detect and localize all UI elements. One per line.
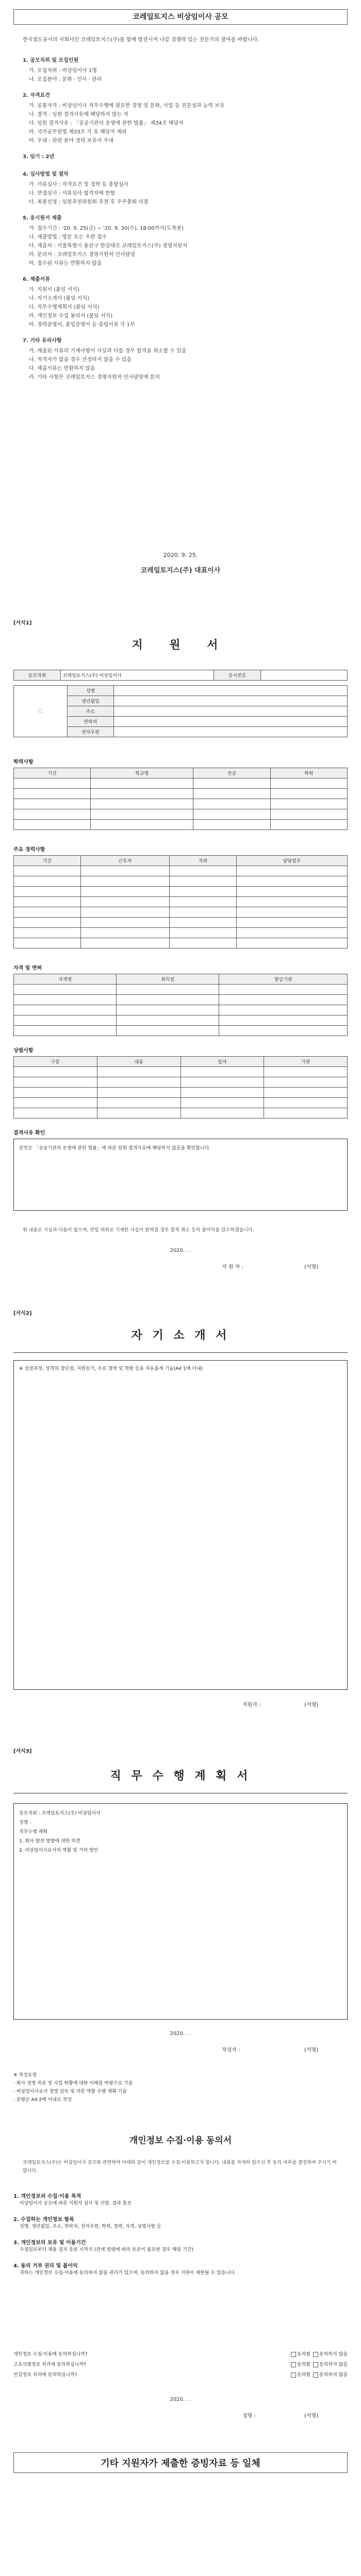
education-row [14,809,348,820]
consent-date: 2020. . . [170,2397,191,2402]
intro-text: 한국철도공사의 자회사인 코레일토지스(주)를 함께 발전시켜 나갈 경쟁력 있는 전문가의 참여를 바랍니다. [23,37,259,43]
license-cell[interactable] [219,1015,348,1026]
award-cell[interactable] [180,1108,264,1118]
education-cell[interactable] [14,820,91,830]
award-header-row [14,1057,348,1067]
license-cell[interactable] [117,1015,219,1026]
consent-item-text: 수집일로부터 채용 절차 종료 시까지 (관계 법령에 따라 보존이 필요한 경우 해당 기간) [20,2247,193,2252]
plan-guide [14,1804,347,1860]
section-item: 나. 자기소개서 (붙임 서식) [29,296,90,301]
section-item: 라. 기타 사항은 코레일토지스 경영지원처 인사담당에 문의 [29,375,160,380]
consent-no-checkbox-2[interactable] [313,2362,318,2367]
plan-note-line: · 분량은 A4 2매 이내로 작성 [13,2097,72,2103]
license-header-row [14,974,348,985]
section-item: 나. 결격 : 임원 결격사유에 해당하지 않는 자 [29,112,129,117]
career-cell[interactable] [14,918,81,928]
award-cell[interactable] [97,1108,180,1118]
education-cell[interactable] [193,778,270,789]
license-cell[interactable] [14,1015,117,1026]
career-cell[interactable] [14,928,81,938]
personal-label-email: 전자우편 [67,727,114,737]
applied-position-value: 코레일토지스(주) 비상임이사 [60,670,214,681]
consent-question-row [13,2360,348,2370]
section-heading: 7. 기타 유의사항 [23,338,62,344]
education-row [14,778,348,789]
self-intro-guide: ※ 성장과정, 성격의 장단점, 지원동기, 주요 경력 및 역량 등을 자유롭게 기술(A4 1매 이내) [19,1366,203,1371]
consent-yes-label-2: 동의함 [297,2362,311,2367]
award-cell[interactable] [97,1088,180,1098]
consent-applicant-label: 성명 : [242,2413,256,2419]
personal-label-name: 성명 [67,686,114,696]
consent-no-checkbox-1[interactable] [313,2352,318,2357]
education-cell[interactable] [193,789,270,799]
career-cell[interactable] [236,928,347,938]
section-item: 가. 지원서 (붙임 서식) [29,287,79,293]
form-label-3: [서식3] [13,1749,32,1754]
check-text: 본인은 「공공기관의 운영에 관한 법률」에 따른 임원 결격사유에 해당하지 않음을 확인합니다. [19,1146,211,1151]
personal-value-birth[interactable] [114,696,348,706]
application-seal-label: (서명) [304,1264,319,1270]
career-cell[interactable] [80,918,169,928]
license-row [14,1026,348,1036]
career-cell[interactable] [236,938,347,948]
career-cell[interactable] [236,887,347,897]
consent-title: 개인정보 수집·이용 동의서 [129,2136,232,2146]
award-table [13,1056,348,1118]
self-intro-applicant-label: 지원자 : [242,1702,261,1708]
license-cell[interactable] [14,985,117,995]
license-cell[interactable] [117,1005,219,1015]
award-cell[interactable] [264,1077,348,1088]
career-cell[interactable] [80,887,169,897]
education-title: 학력사항 [13,759,34,765]
education-header-cell: 학위 [270,768,347,778]
plan-guide-line: 2. 비상임이사로서의 역할 및 기여 방안 [19,1848,99,1853]
education-cell[interactable] [14,799,91,809]
award-title: 상벌사항 [13,1048,34,1054]
award-cell[interactable] [97,1067,180,1077]
check-title: 결격사유 확인 [13,1130,45,1136]
consent-no-label-3: 동의하지 않음 [319,2372,348,2378]
career-cell[interactable] [14,866,81,876]
career-row [14,897,348,907]
self-intro-seal-label: (서명) [304,1702,319,1708]
award-cell[interactable] [14,1077,97,1088]
headline-banner [13,9,348,25]
license-cell[interactable] [14,1026,117,1036]
education-cell[interactable] [14,778,91,789]
career-cell[interactable] [14,876,81,887]
notice-date: 2020. 9. 25. [163,552,198,558]
personal-label-address: 주소 [67,706,114,717]
career-cell[interactable] [14,938,81,948]
section-item: 나. 모집분야 : 문화 · 인사 · 관리 [29,77,102,82]
award-row [14,1098,348,1108]
career-cell[interactable] [170,866,237,876]
award-row [14,1067,348,1077]
education-row [14,789,348,799]
consent-yes-label-3: 동의함 [297,2372,311,2378]
education-cell[interactable] [270,789,347,799]
career-header-cell: 기간 [14,856,81,866]
career-cell[interactable] [170,938,237,948]
license-cell[interactable] [117,985,219,995]
personal-value-address[interactable] [114,706,348,717]
license-row [14,1015,348,1026]
section-item: 다. 임원 결격사유 : 「공공기관의 운영에 관한 법률」 제34조 해당자 [29,121,184,126]
career-cell[interactable] [170,907,237,918]
section-item: 마. 우대 : 관련 분야 경력 보유자 우대 [29,138,114,144]
education-header-cell: 기간 [14,768,91,778]
personal-value-email[interactable] [114,727,348,737]
plan-note-line: · 비상임이사로서 경영 감독 및 자문 역할 수행 계획 기술 [13,2089,127,2094]
career-cell[interactable] [14,887,81,897]
consent-no-checkbox-3[interactable] [313,2372,318,2378]
award-cell[interactable] [97,1077,180,1088]
education-cell[interactable] [270,799,347,809]
plan-guide-line: 1. 회사 발전 방향에 대한 의견 [19,1839,80,1844]
plan-guide-line: 직무수행 계획 [19,1829,48,1835]
license-header-cell: 취득일 [117,974,219,985]
personal-info-table [13,685,348,737]
personal-value-phone[interactable] [114,717,348,727]
education-cell[interactable] [270,809,347,820]
award-header-cell: 기관 [264,1057,348,1067]
application-pledge: 위 내용은 사실과 다름이 없으며, 만일 허위로 기재한 사실이 밝혀질 경우 합격 취소 등의 불이익을 감수하겠습니다. [23,1228,254,1233]
consent-no-label-1: 동의하지 않음 [319,2352,348,2357]
education-body [14,778,348,830]
award-cell[interactable] [14,1067,97,1077]
section-item: 마. 접수된 서류는 반환하지 않음 [29,261,102,266]
career-row [14,887,348,897]
consent-question-1: 개인정보 수집·이용에 동의하십니까? [13,2352,88,2357]
career-header-cell: 담당업무 [236,856,347,866]
section-item: 다. 직무수행계획서 (붙임 서식) [29,304,100,310]
consent-no-label-2: 동의하지 않음 [319,2362,348,2367]
license-cell[interactable] [14,1005,117,1015]
section-heading: 5. 응시원서 제출 [23,215,62,221]
consent-question-3: 민감정보 처리에 동의하십니까? [13,2372,77,2378]
consent-item-text: 귀하는 개인정보 수집·이용에 동의하지 않을 권리가 있으며, 동의하지 않을 경우 지원이 제한될 수 있습니다. [20,2270,236,2276]
education-cell[interactable] [270,778,347,789]
section-item: 가. 제출된 서류의 기재사항이 사실과 다를 경우 합격을 취소할 수 있음 [29,348,187,354]
application-sign-date: 2020. . . [170,1248,191,1253]
consent-question-2: 고유식별정보 처리에 동의하십니까? [13,2362,86,2367]
education-cell[interactable] [91,799,193,809]
career-row [14,928,348,938]
section-item: 가. 모집직위 : 비상임이사 1명 [29,68,97,74]
career-body [14,866,348,948]
award-cell[interactable] [14,1088,97,1098]
award-row [14,1108,348,1118]
photo-box [14,686,68,737]
career-cell[interactable] [236,897,347,907]
consent-questions [13,2349,348,2380]
career-cell[interactable] [236,918,347,928]
section-item: 다. 제출처 : 서울특별시 용산구 한강대로 코레일토지스(주) 경영지원처 [29,243,188,249]
consent-yes-checkbox-2[interactable] [291,2362,296,2367]
license-row [14,985,348,995]
career-cell[interactable] [80,938,169,948]
plan-date: 2020. . . [170,2031,191,2037]
career-cell[interactable] [14,907,81,918]
license-cell[interactable] [219,985,348,995]
plan-applicant-label: 작성자 : [222,2047,240,2053]
consent-item-text: 성명, 생년월일, 주소, 연락처, 전자우편, 학력, 경력, 자격, 상벌사항 등 [20,2224,161,2229]
consent-item-heading: 3. 개인정보의 보유 및 이용기간 [13,2240,86,2246]
consent-item-heading: 1. 개인정보의 수집·이용 목적 [13,2194,81,2199]
section-item: 다. 최종선정 : 임원추천위원회 추천 후 주주총회 의결 [29,199,149,205]
section-item: 가. 서류심사 : 자격요건 및 경력 등 종합심사 [29,182,129,188]
career-cell[interactable] [170,887,237,897]
notice-issuer: 코레일토지스(주) 대표이사 [140,567,221,574]
self-intro-title: 자 기 소 개 서 [131,1329,230,1342]
application-number-label: 응시번호 [214,670,261,681]
headline: 코레일토지스 비상임이사 공모 [133,13,228,21]
license-cell[interactable] [219,995,348,1005]
plan-note-line: ※ 작성요령 [13,2073,37,2078]
career-cell[interactable] [170,928,237,938]
career-row [14,866,348,876]
section-item: 가. 접수기간 : '20. 9. 25(금) ~ '20. 9. 30(수), 18:00까지(도착분) [29,226,184,231]
consent-yes-checkbox-3[interactable] [291,2372,296,2378]
award-cell[interactable] [180,1098,264,1108]
license-cell[interactable] [219,1005,348,1015]
career-cell[interactable] [80,866,169,876]
plan-seal-label: (서명) [304,2047,319,2053]
education-cell[interactable] [14,789,91,799]
photo-icon: ☐ [38,708,43,714]
career-row [14,918,348,928]
consent-item-heading: 4. 동의 거부 권리 및 불이익 [13,2263,78,2269]
career-row [14,938,348,948]
license-row [14,995,348,1005]
award-body [14,1067,348,1118]
section-heading: 1. 공모직위 및 모집인원 [23,58,79,63]
consent-yes-checkbox-1[interactable] [291,2352,296,2357]
career-cell[interactable] [80,928,169,938]
self-intro-rule [13,1352,348,1353]
license-cell[interactable] [117,995,219,1005]
award-cell[interactable] [14,1098,97,1108]
education-cell[interactable] [14,809,91,820]
award-row [14,1077,348,1088]
education-cell[interactable] [91,809,193,820]
application-header-table [13,670,348,681]
consent-intro: 코레일토지스(주)는 비상임이사 공모와 관련하여 아래와 같이 개인정보를 수집·이용하고자 합니다. 내용을 자세히 읽으신 후 동의 여부를 결정하여 주시기 바랍니다. [23,2160,337,2174]
education-row [14,820,348,830]
award-cell[interactable] [264,1088,348,1098]
consent-yes-label-1: 동의함 [297,2352,311,2357]
self-intro-box[interactable] [13,1360,348,1690]
license-cell[interactable] [117,1026,219,1036]
section-item: 다. 제출서류는 반환하지 않음 [29,366,95,371]
career-cell[interactable] [236,876,347,887]
award-cell[interactable] [14,1108,97,1118]
career-header-cell: 직위 [170,856,237,866]
award-cell[interactable] [180,1067,264,1077]
section-item: 라. 개인정보 수집 동의서 (붙임 서식) [29,313,113,319]
award-header-cell: 일자 [180,1057,264,1067]
application-title: 지 원 서 [132,638,229,652]
career-row [14,907,348,918]
section-item: 가. 공통자격 : 비상임이사 직무수행에 필요한 경영 및 문화, 사업 등 전문성과 능력 보유 [29,103,225,109]
license-body [14,985,348,1036]
education-cell[interactable] [270,820,347,830]
license-header-cell: 자격명 [14,974,117,985]
consent-question-row [13,2349,348,2360]
personal-value-name[interactable] [114,686,348,696]
award-cell[interactable] [264,1067,348,1077]
award-row [14,1088,348,1098]
license-cell[interactable] [219,1026,348,1036]
check-box [13,1139,348,1211]
application-number-value[interactable] [260,670,347,681]
career-row [14,876,348,887]
license-title: 자격 및 면허 [13,965,42,971]
career-cell[interactable] [236,866,347,876]
education-cell[interactable] [91,820,193,830]
form-label-1: [서식1] [13,620,32,626]
plan-guide-line: 응모직위 : 코레일토지스(주) 비상임이사 [19,1811,101,1816]
form-label-2: [서식2] [13,1311,32,1316]
application-applicant-label: 지 원 자 : [222,1264,243,1270]
career-cell[interactable] [170,897,237,907]
career-cell[interactable] [236,907,347,918]
award-cell[interactable] [264,1098,348,1108]
personal-label-birth: 생년월일 [67,696,114,706]
section-item: 라. 문의처 : 코레일토지스 경영지원처 인사담당 [29,252,135,258]
section-heading: 3. 임기 : 2년 [23,154,55,160]
education-row [14,799,348,809]
plan-notes [13,2071,348,2104]
career-cell[interactable] [80,897,169,907]
career-title: 주요 경력사항 [13,847,45,853]
license-table [13,974,348,1036]
section-item: 나. 적격자가 없을 경우 선정하지 않을 수 있음 [29,357,132,363]
award-header-cell: 구분 [14,1057,97,1067]
section-item: 마. 경력증명서, 졸업증명서 등 증빙서류 각 1부 [29,322,135,328]
education-cell[interactable] [193,809,270,820]
education-header-cell: 학교명 [91,768,193,778]
award-header-cell: 내용 [97,1057,180,1067]
award-cell[interactable] [97,1098,180,1108]
career-table [13,855,348,948]
personal-label-phone: 연락처 [67,717,114,727]
career-header-cell: 근무처 [80,856,169,866]
license-header-cell: 발급기관 [219,974,348,985]
career-cell[interactable] [80,876,169,887]
education-cell[interactable] [91,778,193,789]
consent-item-heading: 2. 수집하는 개인정보 항목 [13,2217,74,2223]
footer-title: 기타 지원자가 제출한 증빙자료 등 일체 [13,2452,348,2473]
career-cell[interactable] [80,907,169,918]
plan-note-line: · 회사 경영 목표 및 사업 현황에 대한 이해를 바탕으로 기술 [13,2081,133,2086]
education-table [13,768,348,830]
education-cell[interactable] [193,820,270,830]
license-cell[interactable] [14,995,117,1005]
career-header-row [14,856,348,866]
section-heading: 6. 제출서류 [23,277,50,282]
plan-box[interactable] [13,1803,348,2020]
section-heading: 4. 심사방법 및 절차 [23,172,69,177]
award-cell[interactable] [264,1108,348,1118]
education-header-row [14,768,348,778]
consent-items [13,2184,348,2277]
applied-position-label: 응모직위 [14,670,61,681]
award-cell[interactable] [180,1077,264,1088]
section-heading: 2. 자격요건 [23,93,50,98]
consent-question-row [13,2370,348,2380]
section-item: 나. 면접심사 : 서류심사 합격자에 한함 [29,191,116,196]
consent-item-text: 비상임이사 공모에 따른 지원자 심사 및 선발, 결과 통보 [20,2201,132,2206]
section-item: 라. 국가공무원법 제33조 각 호 해당자 제외 [29,129,127,135]
plan-guide-line: 성명 : [19,1820,31,1825]
consent-seal-label: (서명) [304,2413,319,2419]
education-header-cell: 전공 [193,768,270,778]
section-item: 나. 제출방법 : 방문 또는 우편 접수 [29,234,107,240]
license-row [14,1005,348,1015]
career-cell[interactable] [14,897,81,907]
education-cell[interactable] [193,799,270,809]
career-cell[interactable] [170,918,237,928]
education-cell[interactable] [91,789,193,799]
plan-title: 직 무 수 행 계 획 서 [110,1769,251,1783]
career-cell[interactable] [170,876,237,887]
award-cell[interactable] [180,1088,264,1098]
